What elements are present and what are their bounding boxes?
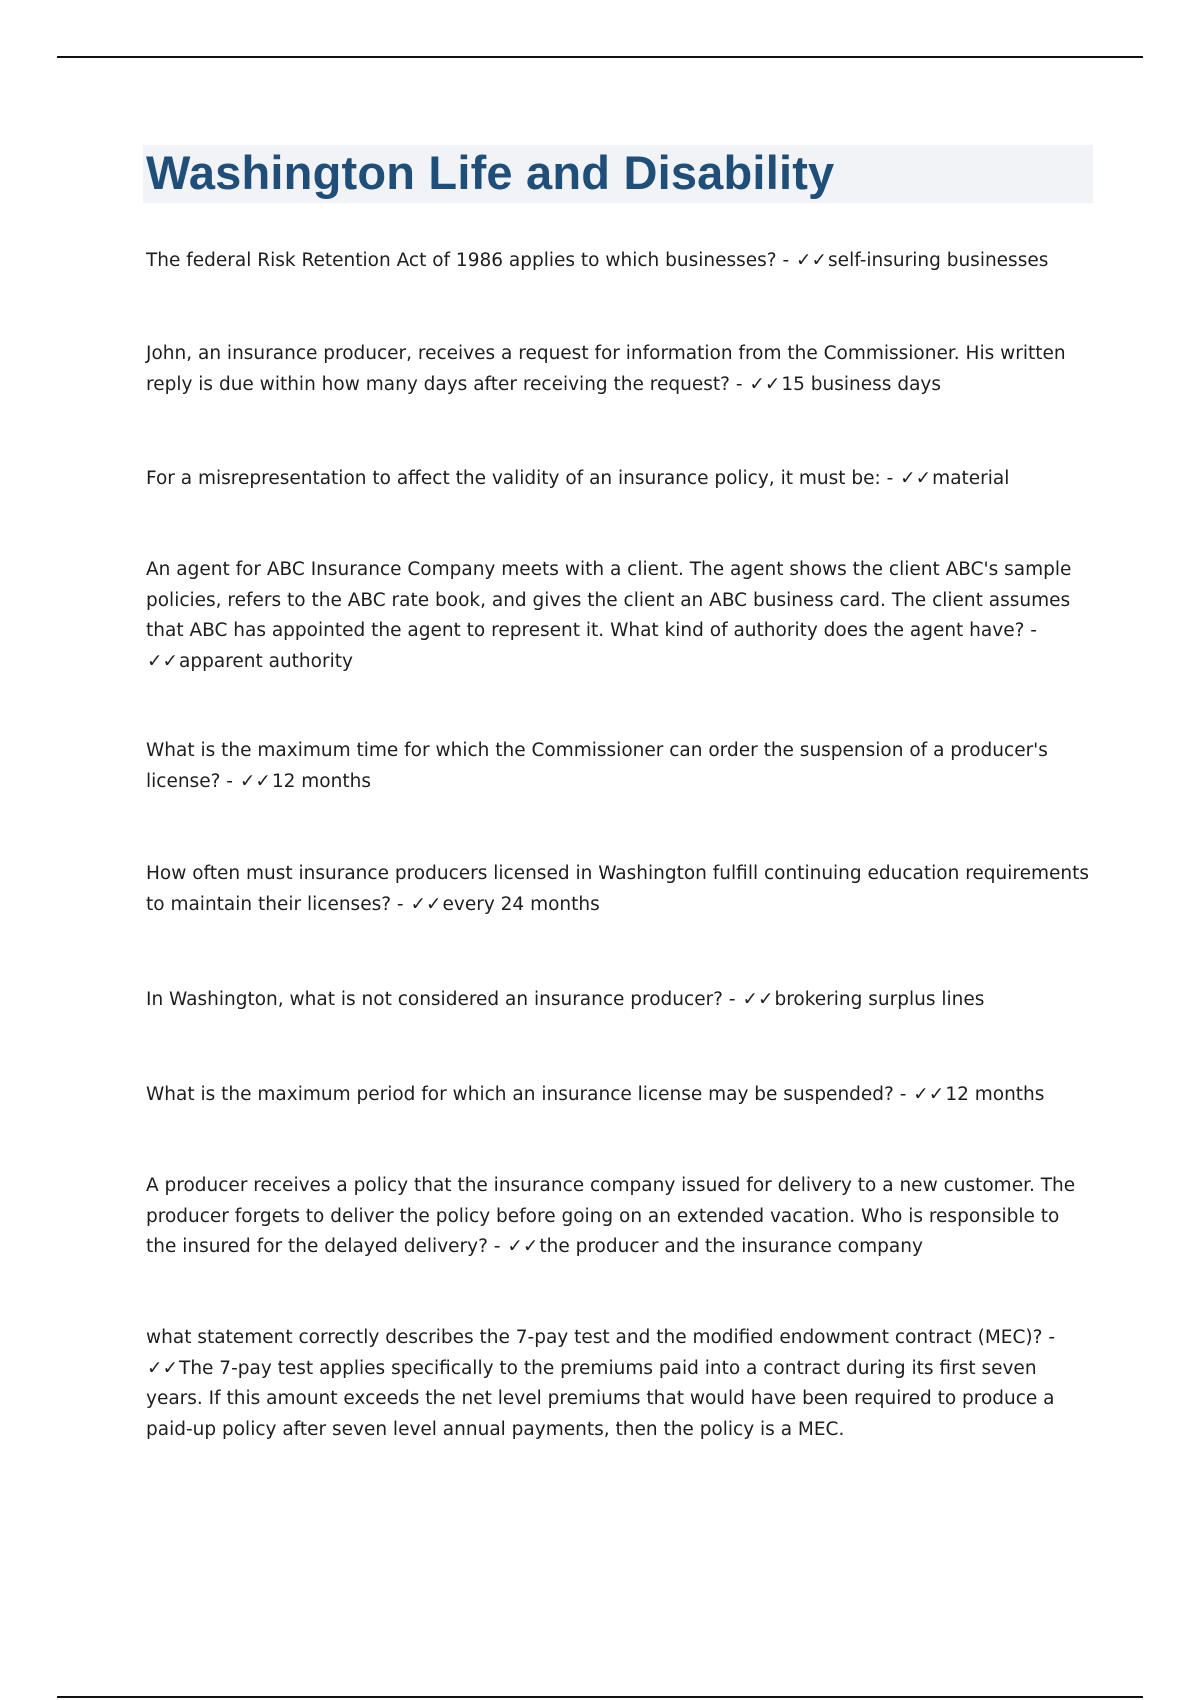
double-check-icon: ✓✓	[239, 770, 271, 792]
question-text: An agent for ABC Insurance Company meets with a client. The agent shows the client ABC's sample policies, refers to the ABC rate book, and gives the client an ABC business card. The client assumes that ABC has appointed the agent to represent it. What kind of authority does the agent have?	[146, 559, 1072, 641]
double-check-icon: ✓✓	[749, 373, 781, 395]
question-text: What is the maximum period for which an insurance license may be suspended?	[146, 1084, 894, 1105]
double-check-icon: ✓✓	[913, 1084, 945, 1105]
answer-text: The 7-pay test applies specifically to the premiums paid into a contract during its first seven years. If this amount exceeds the net level premiums that would have been required to produce a paid-up policy after seven level annual payments, then the policy is a MEC.	[146, 1357, 1055, 1440]
qa-item-4	[146, 555, 1092, 677]
qa-item-3	[146, 464, 1092, 495]
double-check-icon: ✓✓	[410, 893, 442, 915]
answer-text: material	[932, 468, 1010, 489]
double-check-icon: ✓✓	[147, 650, 179, 672]
top-rule	[57, 56, 1143, 58]
qa-item-10	[146, 1323, 1092, 1445]
separator: -	[1042, 1327, 1055, 1348]
separator: -	[880, 468, 900, 489]
double-check-icon: ✓✓	[147, 1357, 179, 1379]
answer-text: 12 months	[271, 770, 371, 792]
qa-item-6	[146, 859, 1092, 920]
question-text: John, an insurance producer, receives a request for information from the Commissioner. His written reply is due within how many days after receiving the request?	[146, 343, 1066, 395]
separator: -	[776, 250, 796, 271]
qa-item-5	[146, 736, 1092, 797]
separator: -	[487, 1236, 507, 1257]
document-title: Washington Life and Disability	[146, 146, 835, 199]
separator: -	[729, 373, 749, 395]
question-text: A producer receives a policy that the insurance company issued for delivery to a new customer. The producer forgets to deliver the policy before going on an extended vacation. Who is responsible to the insured for the delayed delivery?	[146, 1175, 1076, 1257]
qa-item-1	[146, 246, 1092, 277]
answer-text: apparent authority	[179, 650, 353, 672]
double-check-icon: ✓✓	[507, 1236, 539, 1257]
question-text: In Washington, what is not considered an insurance producer?	[146, 989, 724, 1010]
separator: -	[893, 1084, 913, 1105]
bottom-rule	[57, 1696, 1143, 1698]
separator: -	[220, 770, 239, 792]
answer-text: the producer and the insurance company	[539, 1236, 923, 1257]
qa-item-9	[146, 1171, 1092, 1263]
double-check-icon: ✓✓	[900, 468, 932, 489]
double-check-icon: ✓✓	[796, 250, 828, 271]
qa-item-7	[146, 985, 1092, 1016]
separator: -	[1024, 620, 1037, 641]
answer-text: every 24 months	[442, 893, 600, 915]
answer-text: brokering surplus lines	[774, 989, 985, 1010]
answer-text: 15 business days	[781, 373, 941, 395]
answer-text: 12 months	[945, 1084, 1045, 1105]
separator: -	[723, 989, 742, 1010]
qa-item-8	[146, 1080, 1092, 1111]
question-text: What is the maximum time for which the Commissioner can order the suspension of a producer's license?	[146, 740, 1048, 792]
answer-text: self-insuring businesses	[828, 250, 1049, 271]
question-text: what statement correctly describes the 7-pay test and the modified endowment contract (MEC)?	[146, 1327, 1043, 1348]
qa-item-2	[146, 339, 1092, 400]
question-text: The federal Risk Retention Act of 1986 applies to which businesses?	[146, 250, 777, 271]
question-text: How often must insurance producers licensed in Washington fulfill continuing education requirements to maintain their licenses?	[146, 863, 1089, 915]
double-check-icon: ✓✓	[742, 989, 774, 1010]
question-text: For a misrepresentation to affect the validity of an insurance policy, it must be:	[146, 468, 881, 489]
separator: -	[391, 893, 410, 915]
